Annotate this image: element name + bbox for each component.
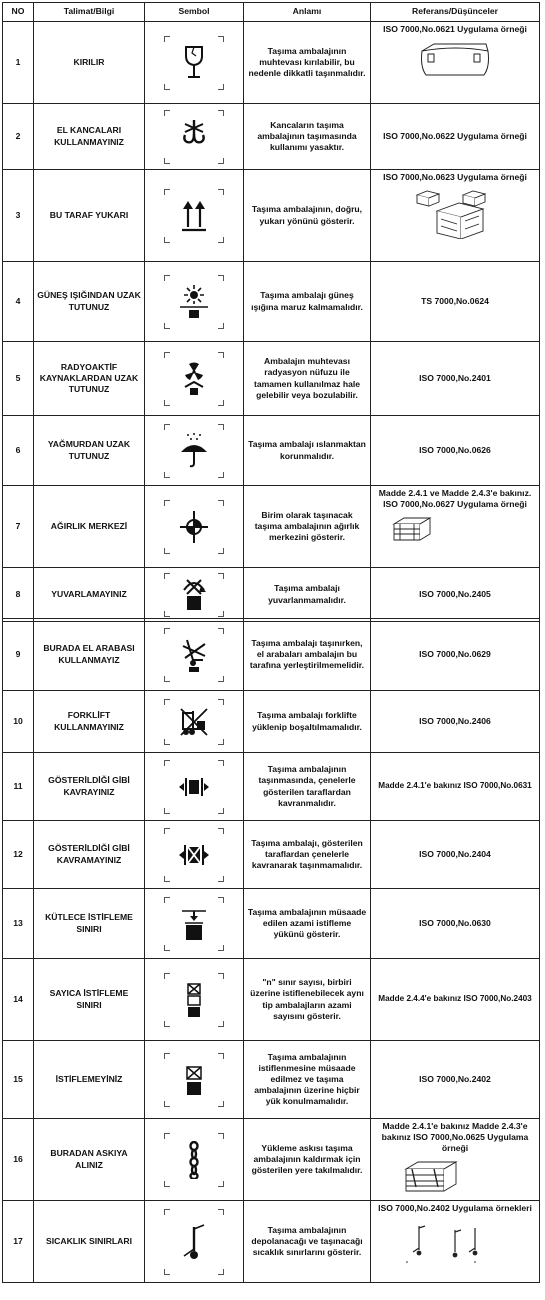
row-meaning: Kancaların taşıma ambalajının taşımasında kullanımı yasaktır. [244, 104, 371, 170]
row-meaning: Taşıma ambalajı yuvarlanmamalıdır. [244, 568, 371, 622]
header-meaning: Anlamı [244, 3, 371, 22]
table-row [3, 753, 540, 821]
row-reference: ISO 7000,No.0630 [371, 889, 540, 959]
stacking-limit-by-mass-icon [164, 897, 224, 951]
row-no: 16 [3, 1119, 34, 1201]
symbols-table-part-1 [2, 2, 540, 622]
do-not-clamp-as-indicated-icon [164, 828, 224, 882]
row-reference: Madde 2.4.4'e bakınız ISO 7000,No.2403 [371, 959, 540, 1041]
no-forklift-icon [164, 699, 224, 745]
row-reference: Madde 2.4.1'e bakınız Madde 2.4.3'e bakınız ISO 7000,No.0625 Uygulama örneği [381, 1121, 529, 1154]
this-way-up-icon [164, 189, 224, 243]
row-name: GÖSTERİLDİĞİ GİBİ KAVRAMAYINIZ [34, 821, 145, 889]
keep-away-from-sunlight-icon [164, 275, 224, 329]
row-name: GÜNEŞ IŞIĞINDAN UZAK TUTUNUZ [34, 262, 145, 342]
table-row [3, 104, 540, 170]
row-reference: Madde 2.4.1'e bakınız ISO 7000,No.0631 [371, 753, 540, 821]
symbols-table-part-2 [2, 618, 540, 1283]
crate-illustration [392, 514, 432, 542]
table-row [3, 22, 540, 104]
row-no: 12 [3, 821, 34, 889]
row-no: 1 [3, 22, 34, 104]
row-name: KIRILIR [34, 22, 145, 104]
row-reference: ISO 7000,No.2404 [371, 821, 540, 889]
table-header-row [3, 3, 540, 22]
row-no: 9 [3, 619, 34, 691]
table-row [3, 821, 540, 889]
row-name: AĞIRLIK MERKEZİ [34, 486, 145, 568]
row-no: 14 [3, 959, 34, 1041]
row-meaning: Taşıma ambalajının, doğru, yukarı yönünü gösterir. [244, 170, 371, 262]
row-reference: ISO 7000,No.2402 [371, 1041, 540, 1119]
row-meaning: Taşıma ambalajı güneş ışığına maruz kalmamalıdır. [244, 262, 371, 342]
row-no: 4 [3, 262, 34, 342]
row-name: RADYOAKTİF KAYNAKLARDAN UZAK TUTUNUZ [34, 342, 145, 416]
no-hand-truck-here-icon [164, 628, 224, 682]
row-reference: ISO 7000,No.0626 [371, 416, 540, 486]
row-name: İSTİFLEMEYİNİZ [34, 1041, 145, 1119]
row-meaning: Taşıma ambalajı taşınırken, el arabaları ambalajın bu tarafına yerleştirilmemelidir. [244, 619, 371, 691]
row-meaning: Taşıma ambalajı ıslanmaktan korunmalıdır. [244, 416, 371, 486]
row-name: YUVARLAMAYINIZ [34, 568, 145, 622]
table-row [3, 619, 540, 691]
row-name: SICAKLIK SINIRLARI [34, 1201, 145, 1283]
header-name: Talimat/Bilgi [34, 3, 145, 22]
row-meaning: Taşıma ambalajının muhtevası kırılabilir, bu nedenle dikkatli taşınmalıdır. [244, 22, 371, 104]
row-name: YAĞMURDAN UZAK TUTUNUZ [34, 416, 145, 486]
row-no: 5 [3, 342, 34, 416]
row-reference: Madde 2.4.1 ve Madde 2.4.3'e bakınız. ISO 7000,No.0627 Uygulama örneği [378, 488, 532, 510]
row-meaning: Taşıma ambalajı forklifte yüklenip boşaltılmamalıdır. [244, 691, 371, 753]
table-row [3, 486, 540, 568]
row-reference: ISO 7000,No.0622 Uygulama örneği [371, 104, 540, 170]
row-name: GÖSTERİLDİĞİ GİBİ KAVRAYINIZ [34, 753, 145, 821]
row-reference: ISO 7000,No.2402 Uygulama örnekleri [378, 1203, 532, 1213]
table-row [3, 691, 540, 753]
table-row [3, 1201, 540, 1283]
slung-crate-illustration [404, 1159, 458, 1193]
row-name: KÜTLECE İSTİFLEME SINIRI [34, 889, 145, 959]
header-no: NO [3, 3, 34, 22]
clamp-as-indicated-icon [164, 760, 224, 814]
row-meaning: Birim olarak taşınacak taşıma ambalajının ağırlık merkezini gösterir. [244, 486, 371, 568]
row-meaning: Ambalajın muhtevası radyasyon nüfuzu ile tamamen kullanılmaz hale gelebilir veya bozulabilir. [244, 342, 371, 416]
row-meaning: Yükleme askısı taşıma ambalajının kaldırmak için gösterilen yere takılmalıdır. [244, 1119, 371, 1201]
fragile-package-illustration [416, 41, 494, 81]
table-row [3, 1119, 540, 1201]
table-row [3, 959, 540, 1041]
row-name: BURADA EL ARABASI KULLANMAYIZ [34, 619, 145, 691]
fragile-glass-icon [164, 36, 224, 90]
no-hand-hooks-icon [164, 110, 224, 164]
row-meaning: Taşıma ambalajının müsaade edilen azami istifleme yükünü gösterir. [244, 889, 371, 959]
keep-dry-umbrella-icon [164, 424, 224, 478]
row-reference: ISO 7000,No.0621 Uygulama örneği [383, 24, 527, 34]
row-no: 10 [3, 691, 34, 753]
row-meaning: "n" sınır sayısı, birbiri üzerine istiflenebilecek aynı tip ambalajların azami sayısını gösterir. [244, 959, 371, 1041]
row-no: 6 [3, 416, 34, 486]
temperature-limits-icon [164, 1209, 224, 1275]
row-meaning: Taşıma ambalajının taşınmasında, çenelerle gösterilen taraflardan kavranmalıdır. [244, 753, 371, 821]
do-not-roll-icon [164, 573, 224, 617]
row-meaning: Taşıma ambalajının depolanacağı ve taşınacağı sıcaklık sınırlarını gösterir. [244, 1201, 371, 1283]
header-symbol: Sembol [145, 3, 244, 22]
row-name: BURADAN ASKIYA ALINIZ [34, 1119, 145, 1201]
row-meaning: Taşıma ambalajının istiflenmesine müsaade edilmez ve taşıma ambalajının üzerine hiçbir yük konulmamalıdır. [244, 1041, 371, 1119]
row-no: 15 [3, 1041, 34, 1119]
row-name: FORKLİFT KULLANMAYINIZ [34, 691, 145, 753]
table-row [3, 416, 540, 486]
row-name: EL KANCALARI KULLANMAYINIZ [34, 104, 145, 170]
row-no: 11 [3, 753, 34, 821]
table-row [3, 568, 540, 622]
temperature-examples-illustration [395, 1220, 515, 1266]
row-no: 3 [3, 170, 34, 262]
keep-away-from-radioactive-icon [164, 352, 224, 406]
row-reference: TS 7000,No.0624 [371, 262, 540, 342]
row-name: BU TARAF YUKARI [34, 170, 145, 262]
row-name: SAYICA İSTİFLEME SINIRI [34, 959, 145, 1041]
row-no: 17 [3, 1201, 34, 1283]
stacked-boxes-illustration [413, 189, 497, 239]
table-row [3, 262, 540, 342]
row-no: 8 [3, 568, 34, 622]
table-row [3, 889, 540, 959]
table-row [3, 342, 540, 416]
sling-here-chain-icon [164, 1133, 224, 1187]
row-reference: ISO 7000,No.2401 [371, 342, 540, 416]
centre-of-gravity-icon [164, 500, 224, 554]
row-no: 2 [3, 104, 34, 170]
table-row [3, 170, 540, 262]
header-reference: Referans/Düşünceler [371, 3, 540, 22]
row-reference: ISO 7000,No.0629 [371, 619, 540, 691]
row-reference: ISO 7000,No.0623 Uygulama örneği [383, 172, 527, 182]
table-row [3, 1041, 540, 1119]
row-reference: ISO 7000,No.2405 [371, 568, 540, 622]
row-no: 13 [3, 889, 34, 959]
do-not-stack-icon [164, 1053, 224, 1107]
row-meaning: Taşıma ambalajı, gösterilen taraflardan çenelerle kavranarak taşınmamalıdır. [244, 821, 371, 889]
row-reference: ISO 7000,No.2406 [371, 691, 540, 753]
row-no: 7 [3, 486, 34, 568]
stacking-limit-by-number-icon [164, 973, 224, 1027]
